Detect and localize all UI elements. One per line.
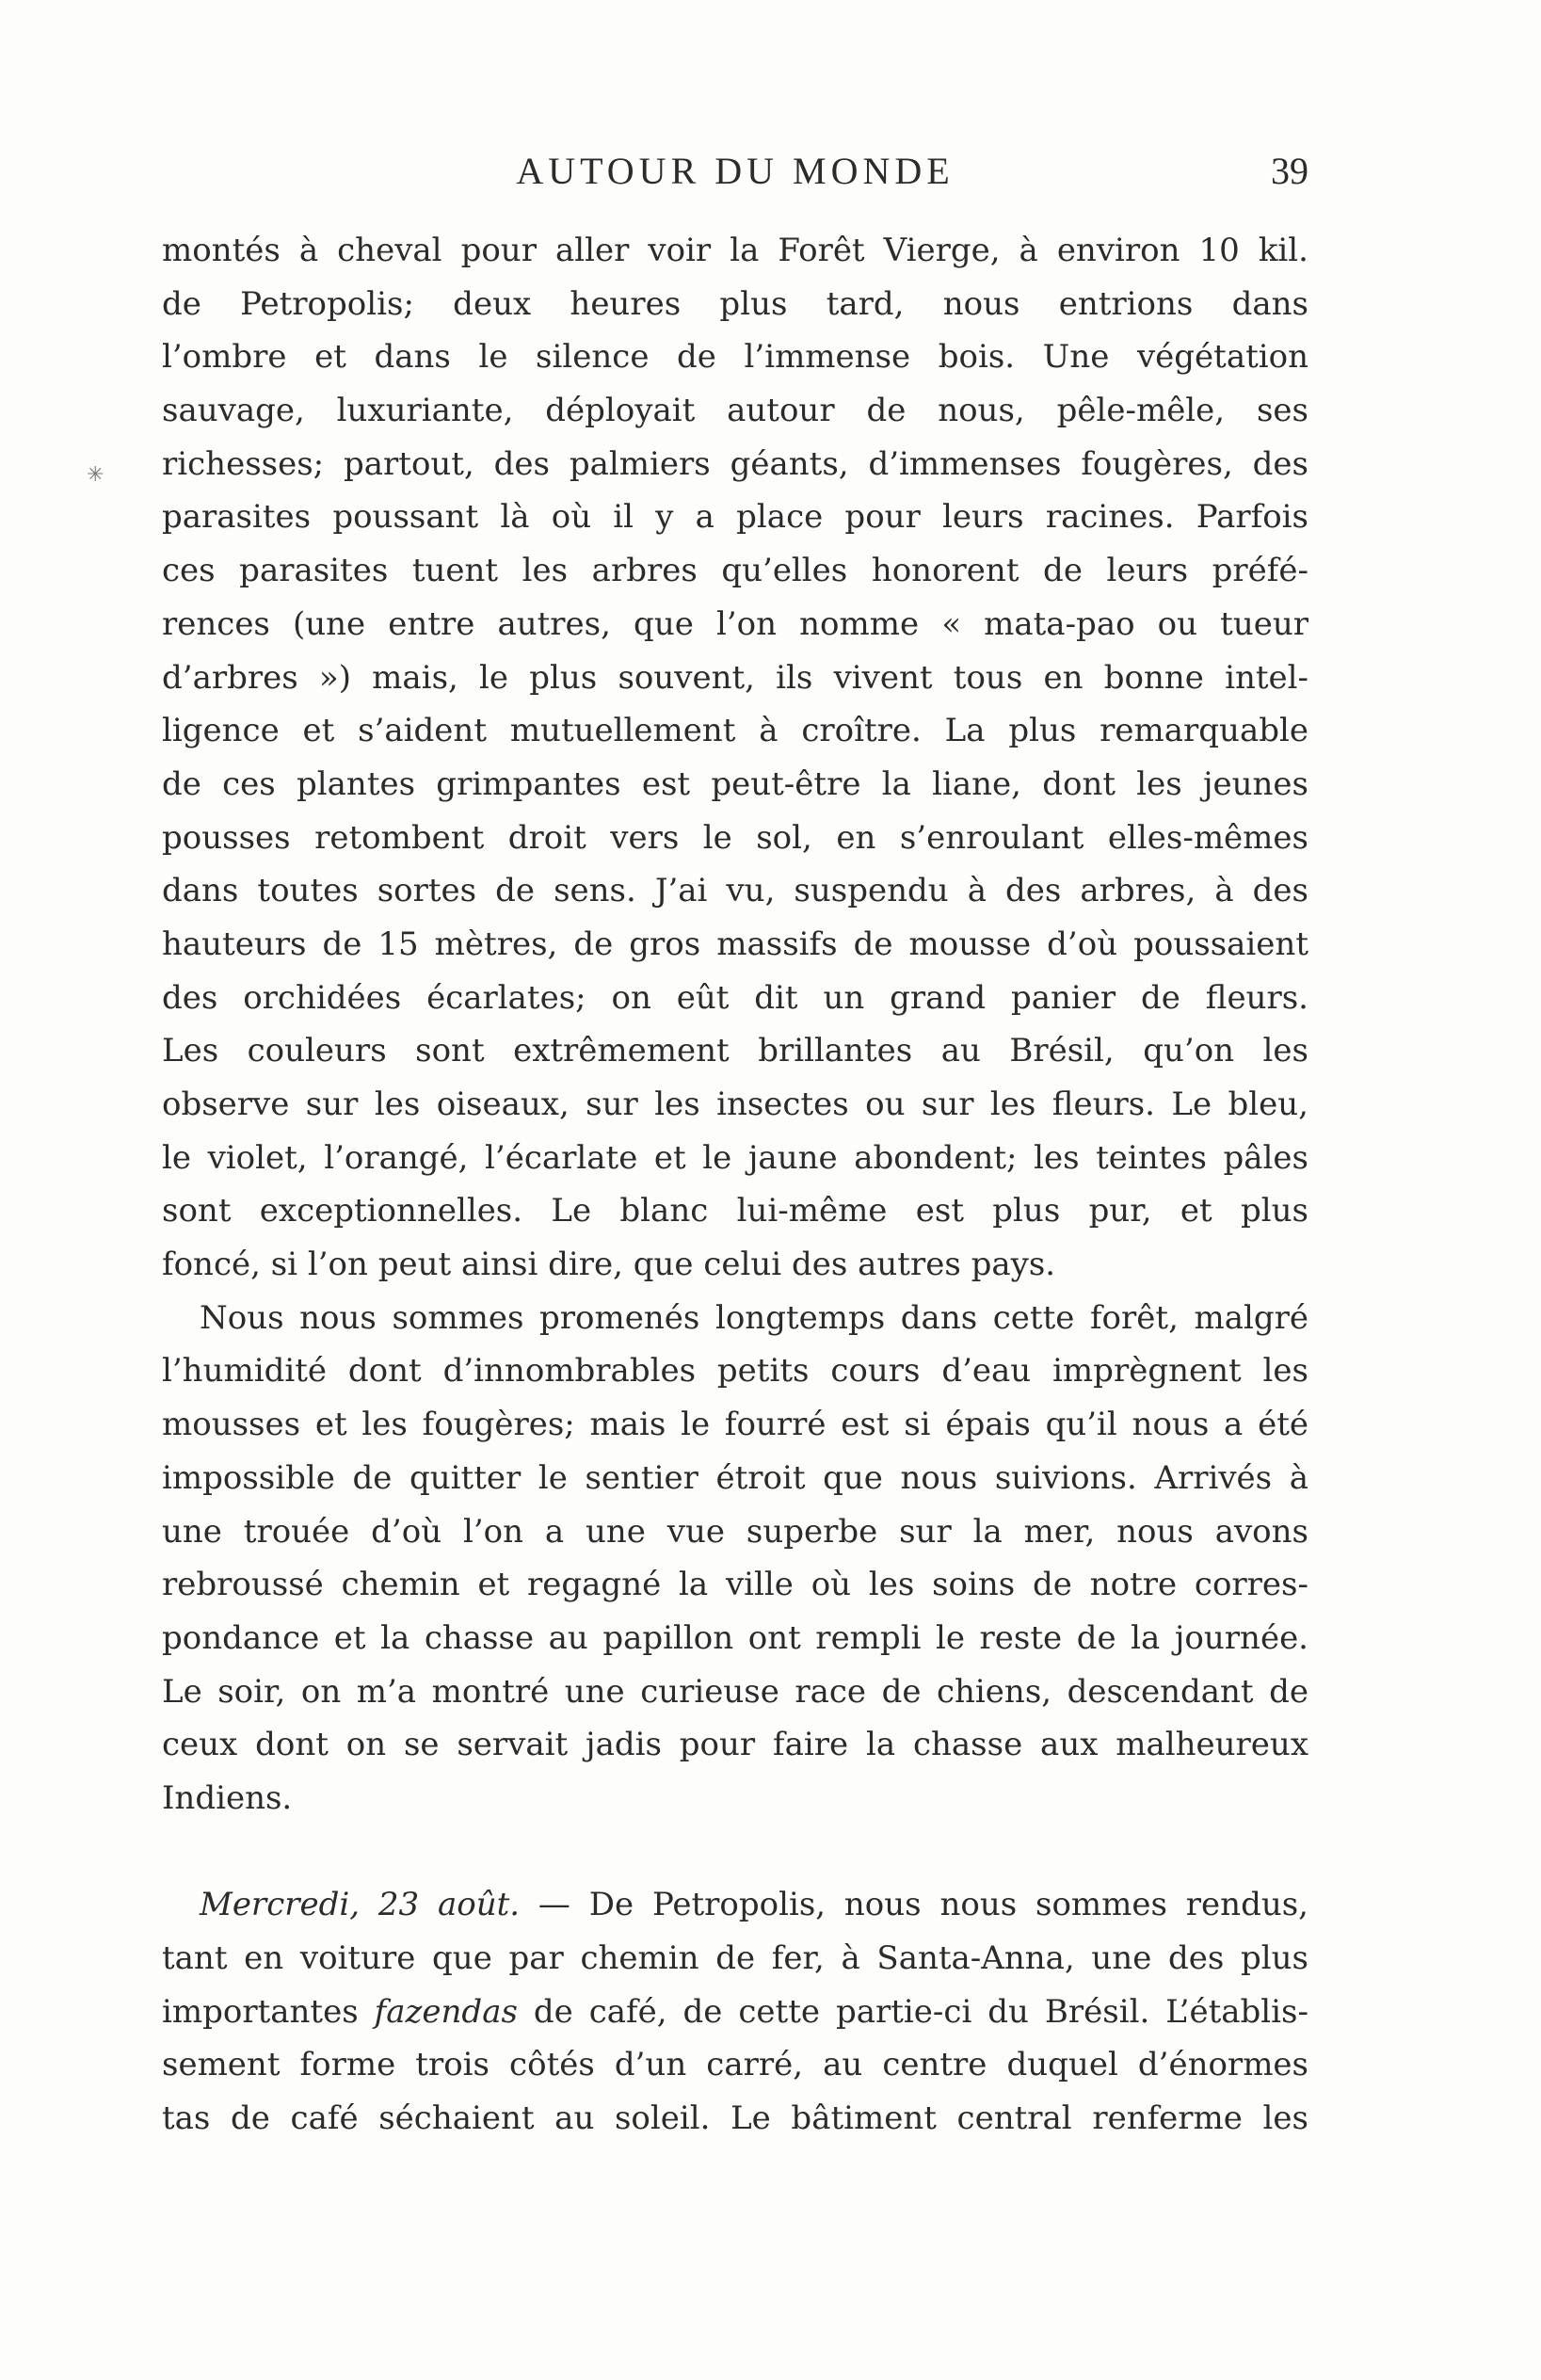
text-line: d’arbres ») mais, le plus souvent, ils vivent tous en bonne intel- [162, 658, 1308, 697]
line-text: — De Petropolis, nous nous sommes rendus, [520, 1886, 1308, 1924]
text-line: pousses retombent droit vers le sol, en s’enroulant elles-mêmes [162, 818, 1308, 857]
line-text: de café, de cette partie-ci du Brésil. L’établis- [517, 1992, 1308, 2031]
text-line: Indiens. [162, 1778, 293, 1817]
text-line: mousses et les fougères; mais le fourré est si épais qu’il nous a été [162, 1406, 1308, 1444]
text-line: l’humidité dont d’innombrables petits cours d’eau imprègnent les [162, 1352, 1308, 1391]
text-line: pondance et la chasse au papillon ont rempli le reste de la journée. [162, 1618, 1308, 1657]
body-text [162, 224, 1308, 2146]
text-line: sement forme trois côtés d’un carré, au centre duquel d’énormes [162, 2046, 1308, 2084]
text-line: le violet, l’orangé, l’écarlate et le jaune abondent; les teintes pâles [162, 1138, 1308, 1177]
paragraph-forest [162, 224, 1308, 1292]
text-line: tas de café séchaient au soleil. Le bâtiment central renferme les [162, 2099, 1308, 2138]
text-line: Les couleurs sont extrêmement brillantes au Brésil, qu’on les [162, 1032, 1308, 1070]
italic-term: fazendas [374, 1992, 518, 2031]
text-line: Nous nous sommes promenés longtemps dans cette forêt, malgré [200, 1298, 1308, 1337]
running-head [162, 149, 1308, 196]
text-line: impossible de quitter le sentier étroit que nous suivions. Arrivés à [162, 1458, 1308, 1497]
text-line: ligence et s’aident mutuellement à croître. La plus remarquable [162, 712, 1308, 750]
line-text: importantes [162, 1992, 375, 2031]
margin-ornament-icon: ✳ [87, 463, 104, 487]
text-line: rences (une entre autres, que l’on nomme « mata-pao ou tueur [162, 604, 1308, 643]
text-line: des orchidées écarlates; on eût dit un grand panier de fleurs. [162, 978, 1308, 1017]
text-line: l’ombre et dans le silence de l’immense bois. Une végétation [162, 338, 1308, 377]
paragraph-santa-anna [162, 1878, 1308, 2145]
text-line: montés à cheval pour aller voir la Forêt Vierge, à environ 10 kil. [162, 232, 1308, 269]
date-label: Mercredi, 23 août. [200, 1886, 521, 1924]
text-line: de Petropolis; deux heures plus tard, nous entrions dans [162, 284, 1308, 323]
running-title: AUTOUR DU MONDE [516, 150, 955, 192]
text-line: observe sur les oiseaux, sur les insectes ou sur les fleurs. Le bleu, [162, 1085, 1308, 1123]
text-line [162, 1986, 1308, 2039]
paragraph-walk [162, 1292, 1308, 1825]
text-line: ces parasites tuent les arbres qu’elles honorent de leurs préfé- [162, 552, 1308, 590]
text-line: sont exceptionnelles. Le blanc lui-même est plus pur, et plus [162, 1192, 1308, 1230]
text-line: hauteurs de 15 mètres, de gros massifs de mousse d’où poussaient [162, 925, 1308, 963]
text-line: de ces plantes grimpantes est peut-être la liane, dont les jeunes [162, 764, 1308, 803]
text-line: sauvage, luxuriante, déployait autour de nous, pêle-mêle, ses [162, 392, 1308, 430]
text-line: parasites poussant là où il y a place pour leurs racines. Parfois [162, 498, 1308, 537]
text-line: une trouée d’où l’on a une vue superbe sur la mer, nous avons [162, 1512, 1308, 1551]
text-line: tant en voiture que par chemin de fer, à Santa-Anna, une des plus [162, 1939, 1308, 1977]
text-line: richesses; partout, des palmiers géants, d’immenses fougères, des [162, 444, 1308, 483]
text-line: foncé, si l’on peut ainsi dire, que celui des autres pays. [162, 1246, 1056, 1284]
text-line: dans toutes sortes de sens. J’ai vu, suspendu à des arbres, à des [162, 872, 1308, 910]
text-line: Le soir, on m’a montré une curieuse race de chiens, descendant de [162, 1672, 1308, 1711]
text-line: ceux dont on se servait jadis pour faire la chasse aux malheureux [162, 1726, 1308, 1764]
paragraph-gap [162, 1825, 1308, 1879]
text-line: rebroussé chemin et regagné la ville où les soins de notre corres- [162, 1566, 1308, 1604]
text-line [162, 1878, 1308, 1932]
page-number: 39 [1271, 150, 1308, 192]
